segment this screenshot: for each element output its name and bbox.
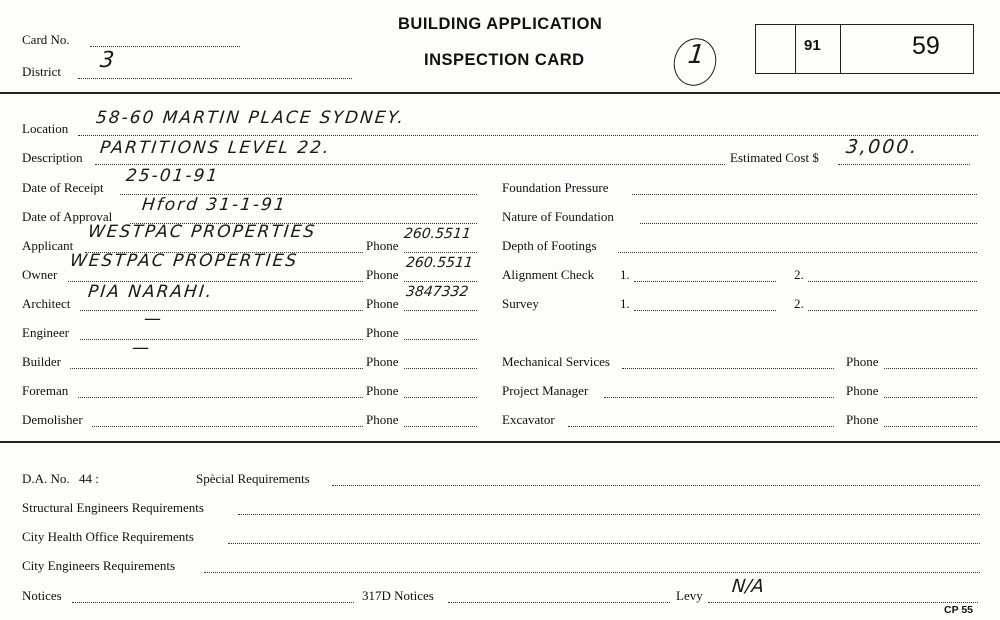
description-value: PARTITIONS LEVEL 22. [98,138,332,158]
applicant-phone-label: Phone [366,238,399,253]
demolisher-line [92,426,363,427]
estimated-cost-label: Estimated Cost $ [730,150,819,165]
alignment-2-label: 2. [794,267,804,282]
foreman-line [78,397,363,398]
demolisher-phone-line [404,426,477,427]
district-line [78,78,352,79]
date-approval-label: Date of Approval [22,209,113,224]
title-line-2: INSPECTION CARD [424,51,585,69]
city-engineers-line [204,572,980,573]
survey-2-label: 2. [794,296,804,311]
foreman-label: Foreman [22,383,69,398]
foreman-phone-line [404,397,477,398]
structural-label: Structural Engineers Requirements [22,500,204,515]
special-req-label: Spècial Requirements [196,471,310,486]
owner-phone-value: 260.5511 [405,255,474,271]
da-no-label: D.A. No. [22,471,70,486]
demolisher-label: Demolisher [22,412,83,427]
demolisher-phone-label: Phone [366,412,399,427]
middle-rule [0,441,1000,443]
title-line-1: BUILDING APPLICATION [398,15,603,33]
engineer-value: — [142,309,165,329]
project-manager-label: Project Manager [502,383,589,398]
foundation-pressure-label: Foundation Pressure [502,180,609,195]
header-rule [0,92,1000,94]
excavator-label: Excavator [502,412,555,427]
location-label: Location [22,121,69,136]
description-line [95,164,725,165]
architect-value: PIA NARAHI. [86,282,215,302]
applicant-phone-line [404,252,477,253]
card-no-label: Card No. [22,32,70,47]
architect-line [80,310,363,311]
applicant-phone-value: 260.5511 [403,226,472,242]
mechanical-label: Mechanical Services [502,354,610,369]
circled-number-value: 1 [686,40,707,70]
owner-phone-label: Phone [366,267,399,282]
date-approval-value: Hford 31-1-91 [140,195,288,215]
box-code: 91 [804,37,821,54]
health-line [228,543,980,544]
box-divider-1 [795,24,796,74]
district-value: 3 [98,48,118,73]
special-req-line [332,485,980,486]
structural-line [238,514,980,515]
survey-1-label: 1. [620,296,630,311]
applicant-label: Applicant [22,238,74,253]
card-no-line [90,46,240,47]
survey-label: Survey [502,296,539,311]
owner-value: WESTPAC PROPERTIES [68,251,300,271]
estimated-cost-line [838,164,970,165]
applicant-value: WESTPAC PROPERTIES [86,222,318,242]
alignment-2-line [808,281,977,282]
depth-footings-label: Depth of Footings [502,238,597,253]
architect-phone-line [404,310,477,311]
mechanical-phone-label: Phone [846,354,879,369]
notices-317d-line [448,602,670,603]
alignment-check-label: Alignment Check [502,267,595,282]
owner-label: Owner [22,267,58,282]
levy-label: Levy [676,588,703,603]
date-receipt-value: 25-01-91 [124,166,221,186]
notices-label: Notices [22,588,62,603]
levy-line [708,602,978,603]
estimated-cost-value: 3,000. [844,136,920,158]
box-divider-2 [840,24,841,74]
location-value: 58-60 MARTIN PLACE SYDNEY. [94,108,407,128]
card-number-box [755,24,974,74]
engineer-label: Engineer [22,325,69,340]
project-manager-phone-label: Phone [846,383,879,398]
alignment-1-line [634,281,776,282]
builder-line [70,368,363,369]
depth-footings-line [618,252,977,253]
engineer-phone-label: Phone [366,325,399,340]
survey-1-line [634,310,776,311]
alignment-1-label: 1. [620,267,630,282]
levy-value: N/A [730,576,765,597]
foreman-phone-label: Phone [366,383,399,398]
architect-phone-value: 3847332 [405,284,470,300]
architect-label: Architect [22,296,71,311]
project-manager-phone-line [884,397,977,398]
notices-317d-label: 317D Notices [362,588,434,603]
architect-phone-label: Phone [366,296,399,311]
location-line [78,135,978,136]
form-code: CP 55 [944,604,973,616]
mechanical-phone-line [884,368,977,369]
owner-phone-line [404,281,477,282]
project-manager-line [604,397,834,398]
excavator-phone-label: Phone [846,412,879,427]
box-number: 59 [912,32,940,60]
excavator-line [568,426,834,427]
builder-phone-line [404,368,477,369]
foundation-pressure-line [632,194,977,195]
builder-label: Builder [22,354,61,369]
builder-value: — [130,338,153,358]
engineer-line [80,339,363,340]
date-receipt-label: Date of Receipt [22,180,104,195]
mechanical-line [622,368,834,369]
notices-line [72,602,354,603]
nature-foundation-label: Nature of Foundation [502,209,614,224]
excavator-phone-line [884,426,977,427]
description-label: Description [22,150,83,165]
nature-foundation-line [640,223,977,224]
da-no-value: 44 : [79,471,99,486]
engineer-phone-line [404,339,477,340]
city-engineers-label: City Engineers Requirements [22,558,176,573]
district-label: District [22,64,61,79]
builder-phone-label: Phone [366,354,399,369]
health-label: City Health Office Requirements [22,529,194,544]
survey-2-line [808,310,977,311]
